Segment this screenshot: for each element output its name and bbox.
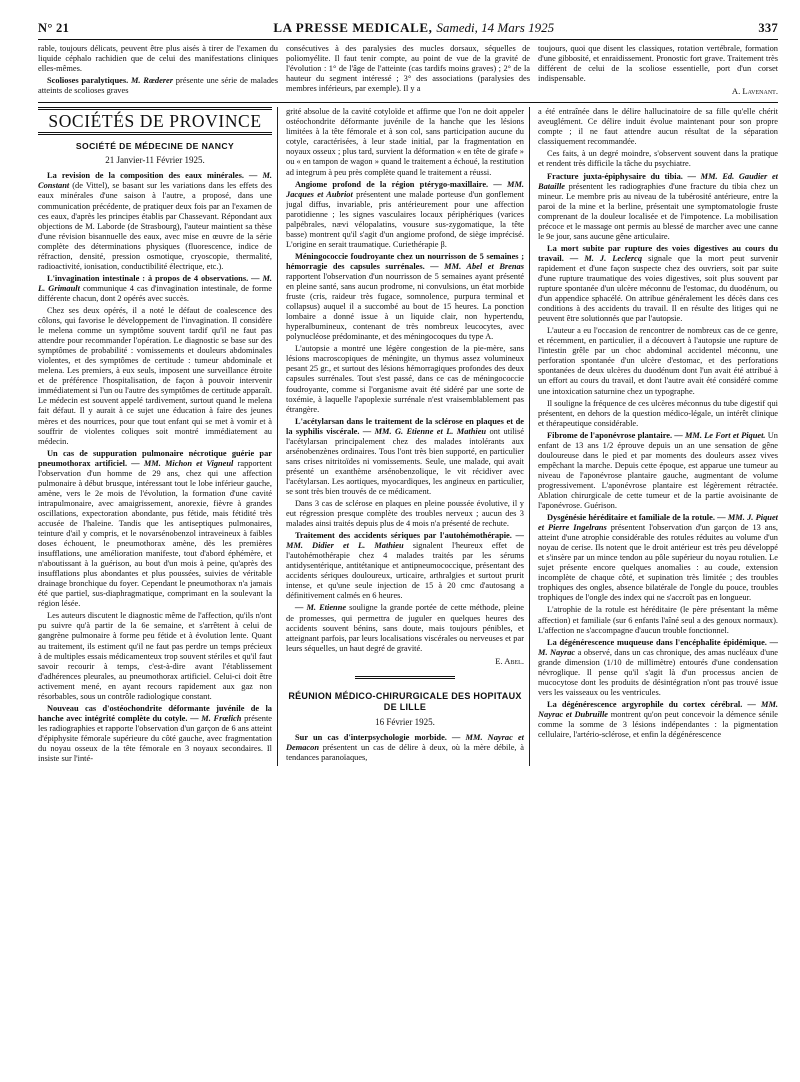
issue-number: N° 21: [38, 21, 70, 35]
paragraph: [38, 44, 278, 74]
journal-title: [273, 20, 554, 36]
paragraph: [538, 149, 778, 169]
paragraph: [538, 44, 778, 84]
column-1: [38, 107, 278, 766]
article-paragraph: [538, 431, 778, 511]
signature: E. Abel.: [495, 655, 524, 666]
article-heading: Scolioses paralytiques.: [47, 76, 131, 86]
article-paragraph: [538, 513, 778, 603]
paragraph-text: a observé, dans un cas chronique, des amas nucléaux d'une grande dimension (1/10 de millimètre) entourés d'une condensation névroglique. Il pense qu'il s'agit là d'un processus ancien de mucocytose dont les produits de désintégration n'ont pas trouvé issue vers les vaisseaux ou les ventricules.: [538, 647, 778, 697]
article-heading: La dégénérescence muqueuse dans l'encéphalite épidémique.: [547, 637, 770, 647]
article-author: — MM. Ed. Gaudier et Bataille: [538, 171, 778, 191]
article-heading: Fibrome de l'aponévrose plantaire.: [547, 430, 675, 440]
paragraph-text: Chez ses deux opérés, il a noté le défaut de coalescence des côlons, qui favorise le développement de l'invagination. Il considère le melena comme un symptôme souvent tardif qu'il ne faut pas attendre pour recommander l'opération. Le diagnostic se base sur des symptômes de probabilité : vomissements et douleurs abdominales violentes, et des symptômes de certitude : tumeur abdominale et melena. Les premiers, à eux seuls, imposent une surveillance étroite et de préférence l'hospitalisation, de façon à pouvoir intervenir immédiatement si l'un ou l'autre des symptômes de certitude apparaît. Le médecin est souvent appelé tardivement, surtout quand le melena fait défaut. Il y aurait à ce sujet une éducation à faire des jeunes mères et des nourrices, pour que tout enfant qui se met à vomir et à souffrir de violentes coliques soit montré immédiatement au médecin.: [38, 305, 272, 446]
paragraph-text: consécutives à des paralysies des mucles dorsaux, séquelles de poliomyélite. Il faut tenir compte, au point de vue de la gravité de l'évolution : 1° de l'âge de l'atteinte (cas tardifs moins graves) ; 2° de la hauteur du segment intéressé ; 3° des associations (paralysies des membres inférieurs, par exemple). Il y a: [286, 44, 530, 94]
main-columns: [38, 107, 778, 766]
article-paragraph: [38, 76, 278, 96]
paragraph-text: communique 4 cas d'invagination intestinale, de forme différente chacun, dont 2 opérés avec succès.: [38, 283, 272, 303]
paragraph-text: signale que la mort peut survenir rapidement et d'une façon suspecte chez des ouvriers, soit par suite d'une rupture traumatique des voies digestives, soit plus souvent par rupture spontanée d'un ulcère méconnu de l'estomac, du duodénum, ou d'un appendice sphacélé. On attribue généralement les décès dans ces conditions à des accidents du travail. Il en résulte des litiges qui ne peuvent être solutionnés que par l'autopsie.: [538, 253, 778, 324]
paragraph-text: signalent l'heureux effet de l'autohémothérapie chez 4 malades traités par les sérums antidysentérique, antitétanique et antipneumococcique, présentant des accidents sériques douloureux, urticaire, arthralgies et surtout prurit intense, et qu'une seule injection de 15 à 20 cmc d'autosang a définitivement calmés en 6 heures.: [286, 541, 524, 601]
paragraph-text: L'atrophie de la rotule est héréditaire (le père présentant la même affection) et familiale (sur 6 enfants l'aîné seul a des genoux normaux). L'affection ne s'accompagne d'aucun trouble fonctionnel.: [538, 605, 778, 635]
section-rule: [38, 107, 272, 110]
paragraph-text: présentent une malade porteuse d'un gonflement jugal diffus, invariable, pris antérieurement pour une affection parotidienne ; les signes vasculaires locaux périphériques (varices palpébrales, nævi vélopalatins, vousure sus-zygomatique, la tête basse) montrent qu'il s'agit d'un angiome profond, de siège imprécisé. L'origine en serait traumatique. Curiethérapie β.: [286, 189, 524, 249]
paragraph: [538, 605, 778, 635]
article-heading: Angiome profond de la région ptérygo-maxillaire.: [295, 179, 494, 189]
article-paragraph: [538, 638, 778, 698]
issue-date: Samedi, 14 Mars 1925: [436, 20, 555, 35]
paragraph-text: grité absolue de la cavité cotyloïde et affirme que l'on ne doit appeler ostéochondrite déformante juvénile de la hanche que les lésions limitées à la tête fémorale et à son col, sans participation aucune du cotyle, caractérisées, à leur stade initial, par la fragmentation en noyaux osseux ; plus tard, survient la déformation « en tête de girafe » ou « en tampon de wagon » quand le traitement a échoué, la restitution ad integrum à peu près complète quand le traitement a réussi.: [286, 107, 524, 177]
article-heading: Dysgénésie héréditaire et familiale de la rotule.: [547, 513, 718, 523]
paragraph-text: rapportent l'observation d'un homme de 29 ans, chez qui une affection pulmonaire à début brusque, intéressant tout le lobe inférieur gauche, amène, vers le 2e mois de l'évolution, la formation d'une cavité intrapulmonaire, avec amaigrissement, anorexie, fièvre à grandes oscillations, expectoration abondante, pus fétide, mais fétidité très accusée de l'haleine. Tandis que les antiseptiques pulmonaires, teinture d'ail y compris, et le novarsénobenzol intraveineux à faibles doses échouent, le pneumothorax amène, dès les premières insufflations, une amélioration manifeste, tout d'abord éphémère, et n'aboutissant à la guérison, au bout d'un mois à peine, qu'après des insufflations plus abondantes et plus poussées, suivies de véritable drainage bronchique du foyer. Cependant le pneumothorax n'a jamais été que partiel, sus-diaphragmatique, comprimant en la soulevant la région lésée.: [38, 458, 272, 609]
article-author: — M. L. Grimault: [38, 273, 272, 293]
paragraph-text: présentent un cas de délire à deux, où la mère débile, à tendances paranoïaques,: [286, 742, 524, 762]
paragraph-text: a été entraînée dans le délire hallucinatoire de sa fille qu'elle chérit aveuglément. Ce délire induit évolue maintenant pour son propre compte ; il ne faut attendre aucun résultat de la séparation classiquement recommandée.: [538, 107, 778, 147]
article-paragraph: [538, 172, 778, 242]
top-column-1: [38, 44, 278, 98]
column-2: [286, 107, 530, 766]
society-date-lille: 16 Février 1925.: [375, 716, 435, 727]
paragraph-text: rapportent l'observation d'un nourrisson de 5 semaines ayant présenté en pleine santé, sans aucun prodrome, ni convulsions, un état morbide fruste (cris, raideur très fugace, somnolence, purpura terminal et collapsus) auquel il a succombé au bout de 15 heures. La ponction lombaire a donné issue à un liquide clair, non hypertendu, hyperalbumineux, contenant de très nombreux leucocytes, avec polynucléose prédominante, et des méningocoques du type A.: [286, 271, 524, 342]
article-author: — MM. Nayrac et Dubruille: [538, 699, 778, 719]
paragraph-text: présente une série de malades atteints de scolioses graves: [38, 76, 278, 96]
article-paragraph: [538, 244, 778, 324]
article-author: — M. J. Leclercq: [569, 253, 649, 263]
column-3-body: [538, 107, 778, 740]
article-author: M. Rœderer: [130, 76, 176, 86]
paragraph: [286, 603, 524, 653]
article-author: — MM. G. Etienne et L. Mathieu: [362, 426, 490, 436]
article-author: — M. Nayrac: [538, 637, 778, 657]
section-divider: [38, 102, 778, 103]
paragraph-text: présente les radiographies et rapporte l'observation d'un garçon de 6 ans atteint d'épiphysite fémorale supérieure du côté gauche, avec fragmentation du noyau osseux de la tête fémorale en 3 noyaux secondaires. Il insiste sur l'inté-: [38, 713, 272, 764]
page-header: [38, 20, 778, 40]
paragraph-text: présentent les radiographies d'une fracture du tibia chez un mineur. Le membre pris au niveau de la tubérosité antérieure, entre la paroi de la mine et la berline, présentait une symptomatologie fruste comprenant de la douleur localisée et de l'impotence. La mobilisation précoce et le massage ont permis au blessé de marcher avec une canne le 9e jour, sans aucune gêne articulaire.: [538, 181, 778, 241]
signature: A. Lavenant.: [731, 86, 778, 97]
article-author: — MM. Jacques et Aubriot: [286, 179, 524, 199]
article-author: — MM. Nayrac et Demacon: [286, 732, 524, 752]
paragraph-text: présentent l'observation d'un garçon de 13 ans, atteint d'une atrophie considérable des rotules réduites au volume d'un noyau de cerise. Ils notent que le droit antérieur est très peu développé et s'insère par un mince tendon au pôle supérieur du noyau rotulien. Le sujet présente encore quelques anomalies : au coude, extension incomplète de chaque côté, et supination très limitée ; des troubles trophiques des ongles, absence bilatérale de l'ongle du pouce, troubles trophiques de l'ongle des index qui ne s'accroît pas en longueur.: [538, 523, 778, 603]
top-column-3: [538, 44, 778, 98]
article-heading: Nouveau cas d'ostéochondrite déformante juvénile de la hanche avec intégrité complète du cotyle.: [38, 703, 272, 723]
article-heading: La dégénérescence argyrophile du cortex cérébral.: [547, 699, 748, 709]
article-paragraph: [286, 180, 524, 250]
paragraph-text: L'auteur a eu l'occasion de rencontrer de nombreux cas de ce genre, et récemment, en particulier, il a découvert à l'autopsie une rupture de l'intestin grêle par un choc abdominal accidentel méconnu, une perforation spontanée d'un ulcère d'estomac, et des perforations spontanées de deux ulcères du duodénum dont l'un avait été attribué à un effort au cours du travail, et dont l'autre avait été considéré comme une intoxication saturnine chez un typographe.: [538, 326, 778, 396]
article-paragraph: [286, 733, 524, 763]
society-title-lille: RÉUNION MÉDICO-CHIRURGICALE DES HOPITAUX DE LILLE: [288, 690, 522, 712]
column-1-body: [38, 171, 272, 764]
paragraph-text: souligne la grande portée de cette méthode, pleine de promesses, qui permettra de juguler en quelques heures des accidents souvent bénins, sans doute, mais toujours pénibles, et atteignant parfois, par leurs localisations viscérales ou nerveuses et par leurs séquelles, un haut degré de gravité.: [286, 603, 525, 653]
article-author: — MM. Le Fort et Piquet.: [674, 430, 768, 440]
article-paragraph: [286, 531, 524, 601]
paragraph-text: L'autopsie a montré une légère congestion de la pie-mère, sans lésions macroscopiques de méningite, un thymus assez volumineux pesant 25 gr., et surtout des lésions hémorragiques profondes des deux capsules surrénales. Tout s'est passé, dans ce cas de méningococcie foudroyante, comme si l'organisme avait été sidéré par une sorte de toxémie, à laquelle l'apoplexie surrénale n'est vraisemblablement pas étrangère.: [286, 344, 524, 414]
column-3: [538, 107, 778, 766]
article-heading: L'invagination intestinale : à propos de 4 observations.: [47, 273, 252, 283]
article-paragraph: [38, 704, 272, 764]
article-author: — MM. J. Piquet et Pierre Ingelrans: [538, 513, 778, 533]
journal-name: LA PRESSE MEDICALE,: [273, 20, 433, 35]
article-heading: Un cas de suppuration pulmonaire nécrotique guérie par pneumothorax artificiel.: [38, 448, 272, 468]
article-heading: La mort subite par rupture des voies digestives au cours du travail.: [538, 243, 778, 263]
article-heading: La revision de la composition des eaux minérales.: [47, 171, 250, 181]
paragraph: [38, 306, 272, 447]
article-author: — MM. Didier et L. Mathieu: [286, 531, 524, 551]
paragraph-text: rable, toujours délicats, peuvent être plus aisés à tirer de l'examen du liquide céphalo rachidien que de celui des manifestations cliniques elles-mêmes.: [38, 44, 278, 74]
section-title: SOCIÉTÉS DE PROVINCE: [48, 111, 262, 132]
paragraph: [38, 611, 272, 701]
paragraph: [286, 107, 524, 177]
article-heading: Sur un cas d'interpsychologie morbide.: [295, 732, 453, 742]
paragraph: [286, 44, 530, 94]
article-author: — M. Constant: [38, 171, 272, 191]
article-author: — MM. Michon et Vigneul: [131, 458, 238, 468]
paragraph-text: Un enfant de 13 ans 1/2 éprouve depuis un an une sensation de gêne douloureuse dans le pied et par moments des douleurs assez vives empêchant la marche. Depuis cette époque, est apparue une tumeur au niveau de l'aponévrose plantaire gauche, augmentant de volume progressivement. L'aponévrose plantaire est légèrement rétractée. Ablation chirurgicale de cette tumeur et de la partie avoisinante de l'aponévrose. Guérison.: [538, 430, 778, 511]
society-title-nancy: SOCIÉTÉ DE MÉDECINE DE NANCY: [75, 141, 235, 152]
paragraph-text: Les auteurs discutent le diagnostic même de l'affection, qu'ils n'ont pu suivre qu'à partir de la 6e semaine, et s'arrêtent à celui de gangrène pulmonaire à forme peu fétide et à évolution lente. Quant au traitement, ils estiment qu'il ne faut pas perdre un temps précieux à de multiples essais médicamenteux trop souvent stériles et qu'il faut savoir recourir à temps, c'est-à-dire avant l'établissement d'adhérences pleurales, au pneumothorax artificiel. Celui-ci doit être activement mené, en ayant recours rapidement aux gaz non résorbables, sous un contrôle radiologique constant.: [38, 611, 272, 701]
paragraph: [286, 499, 524, 529]
article-heading: L'acétylarsan dans le traitement de la sclérose en plaques et de la syphilis viscérale.: [286, 416, 524, 436]
paragraph-text: (de Vittel), se basant sur les variations dans les effets des eaux minérales d'une saison à l'autre, a proposé, dans une communication précédente, de pratiquer deux fois par an l'examen de ces eaux, d'après les principes établis par Chassevant. Répondant aux objections de M. Laborde (de Strasbourg), l'auteur maintient sa thèse d'une révision bisannuelle des eaux, avec mise en œuvre de la série complète des déterminations physiques (fluorescence, indice de réfraction, densité, pression osmotique, cryoscopie, thermalité, radioactivité, ionisation, conductibilité électrique, etc.).: [38, 181, 272, 271]
top-column-3-body: [538, 44, 778, 84]
article-author: — M. Frœlich: [190, 713, 245, 723]
article-heading: Fracture juxta-épiphysaire du tibia.: [547, 171, 688, 181]
column-2-after-body: [286, 733, 524, 763]
paragraph-text: ont utilisé l'acétylarsan principalement chez des malades intolérants aux arsénobenzènes ordinaires. Tous l'ont très bien supporté, en particulier sans crises nitritoïdes ni vomissements. Seule, une malade, qui avait présenté un exanthème arsénobenzolique, le vit récidiver avec l'acétylarsan. Les aortiques, myocardiques, les angineux en particulier, se sont très bien trouvés de ce médicament.: [286, 426, 524, 496]
article-paragraph: [286, 417, 524, 497]
paragraph: [538, 107, 778, 147]
column-2-body: [286, 107, 524, 653]
paragraph-text: montrent qu'on peut concevoir la démence sénile comme la somme de 3 lésions indépendantes : la pigmentation cellulaire, l'artério-sclérose, et enfin la dégénérescence: [538, 709, 778, 740]
article-author: — M. Etienne: [295, 603, 350, 613]
newspaper-page: [38, 20, 778, 1072]
page-number: 337: [758, 21, 778, 35]
society-date-nancy: 21 Janvier-11 Février 1925.: [105, 155, 205, 166]
paragraph-text: Ces faits, à un degré moindre, s'observent souvent dans la pratique et rendent très difficile la tâche du psychiatre.: [538, 149, 778, 169]
top-column-2: [286, 44, 530, 98]
article-paragraph: [38, 171, 272, 271]
article-heading: Traitement des accidents sériques par l'autohémothérapie.: [295, 531, 516, 541]
article-paragraph: [538, 700, 778, 740]
paragraph-text: Il souligne la fréquence de ces ulcères méconnus du tube digestif qui présentent, en dehors de la question médico-légale, un intérêt clinique et thérapeutique considérable.: [538, 398, 778, 428]
article-author: — MM. Abel et Brenas: [430, 261, 524, 271]
section-rule: [38, 132, 272, 135]
article-paragraph: [38, 449, 272, 610]
paragraph: [538, 399, 778, 429]
top-continuation: [38, 44, 778, 98]
short-rule: [355, 676, 455, 679]
paragraph-text: toujours, quoi que disent les classiques, rotation vertébrale, formation d'une gibbosité, et enraidissement. Pronostic fort grave. Traitement très différent de celui de la scoliose essentielle, port d'un corset indispensable.: [538, 44, 778, 84]
paragraph: [538, 326, 778, 396]
paragraph: [286, 344, 524, 414]
paragraph-text: Dans 3 cas de sclérose en plaques en pleine poussée évolutive, il y eut régression presque complète des troubles nerveux ; aucun des 3 malades ainsi traités depuis plus de 4 mois n'a présenté de rechute.: [286, 499, 524, 529]
article-paragraph: [286, 252, 524, 342]
article-paragraph: [38, 274, 272, 304]
article-heading: Méningococcie foudroyante chez un nourrisson de 5 semaines ; hémorragie des capsules surrénales.: [286, 251, 524, 271]
